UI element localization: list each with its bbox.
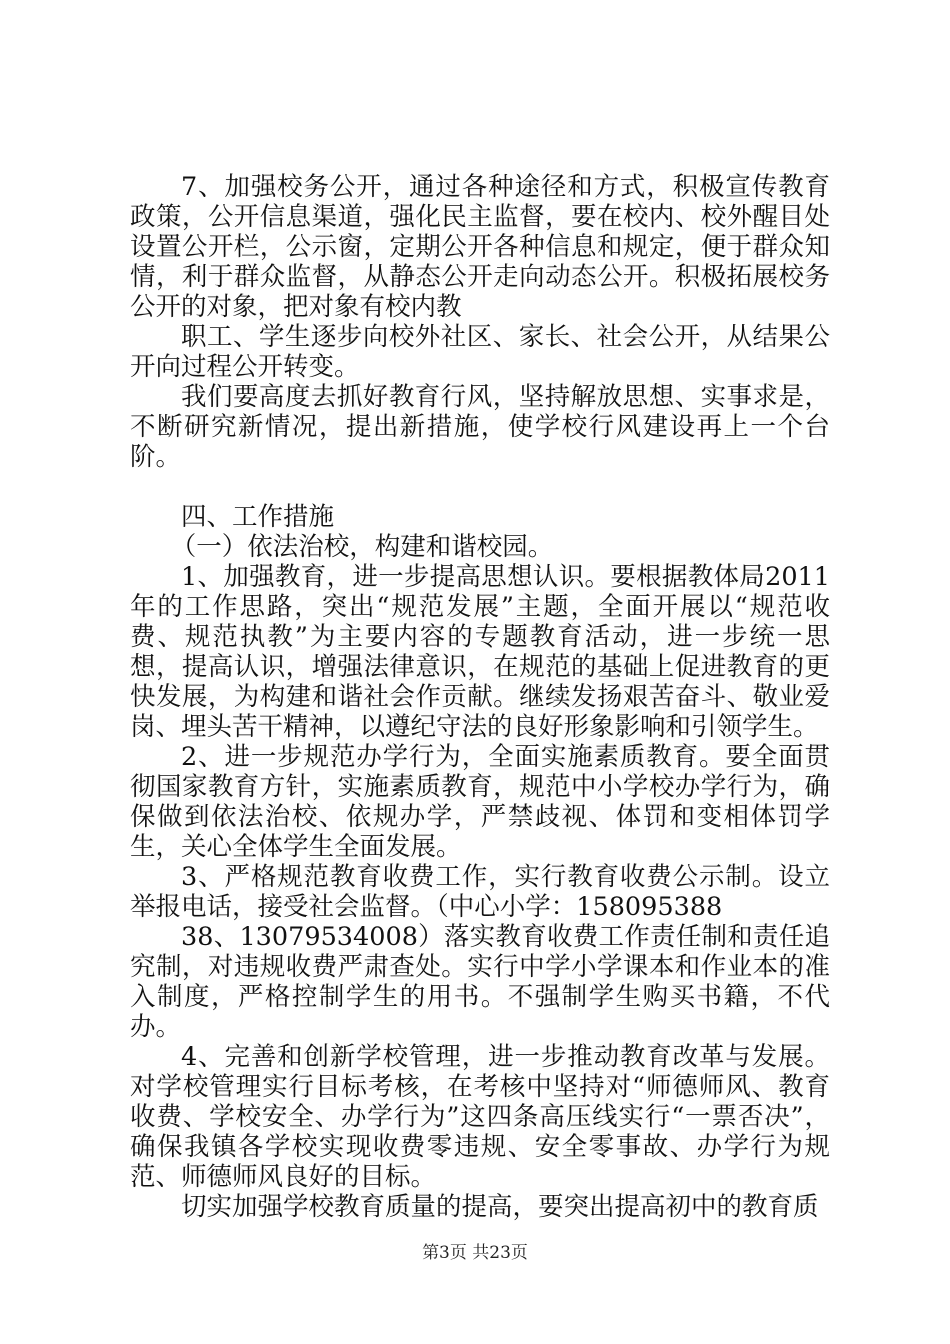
page-number-footer: 第3页 共23页 — [422, 1243, 528, 1263]
paragraph-item-1: 1、加强教育，进一步提高思想认识。要根据教体局2011年的工作思路，突出“规范发展”主题，全面开展以“规范收费、规范执教”为主要内容的专题教育活动，进一步统一思想，提高认识，增强法律意识，在规范的基础上促进教育的更快发展，为构建和谐社会作贡献。继续发扬艰苦奋斗、敬业爱岗、埋头苦干精神，以遵纪守法的良好形象影响和引领学生。 — [130, 562, 830, 742]
subsection-heading-rule-of-law: （一）依法治校，构建和谐校园。 — [170, 532, 554, 562]
section-heading-measures: 四、工作措施 — [181, 502, 335, 532]
paragraph-item-2: 2、进一步规范办学行为，全面实施素质教育。要全面贯彻国家教育方针，实施素质教育，规范中小学校办学行为，确保做到依法治校、依规办学，严禁歧视、体罚和变相体罚学生，关心全体学生全面发展。 — [130, 742, 830, 862]
paragraph-quality: 切实加强学校教育质量的提高，要突出提高初中的教育质 — [181, 1192, 819, 1222]
paragraph-disclosure-continued: 职工、学生逐步向校外社区、家长、社会公开，从结果公开向过程公开转变。 — [130, 322, 830, 382]
paragraph-conduct-summary: 我们要高度去抓好教育行风，坚持解放思想、实事求是，不断研究新情况，提出新措施，使学校行风建设再上一个台阶。 — [130, 382, 830, 472]
paragraph-school-affairs-disclosure: 7、加强校务公开，通过各种途径和方式，积极宣传教育政策，公开信息渠道，强化民主监督，要在校内、校外醒目处设置公开栏，公示窗，定期公开各种信息和规定，便于群众知情，利于群众监督，从静态公开走向动态公开。积极拓展校务公开的对象，把对象有校内教 — [130, 172, 830, 322]
paragraph-gap — [130, 472, 830, 502]
paragraph-item-3: 3、严格规范教育收费工作，实行教育收费公示制。设立举报电话，接受社会监督。（中心小学：158095388 — [130, 862, 830, 922]
paragraph-item-3-continued: 38、13079534008）落实教育收费工作责任制和责任追究制，对违规收费严肃查处。实行中学小学课本和作业本的准入制度，严格控制学生的用书。不强制学生购买书籍，不代办。 — [130, 922, 830, 1042]
document-body — [130, 172, 830, 1222]
paragraph-item-4: 4、完善和创新学校管理，进一步推动教育改革与发展。对学校管理实行目标考核，在考核中坚持对“师德师风、教育收费、学校安全、办学行为”这四条高压线实行“一票否决”，确保我镇各学校实现收费零违规、安全零事故、办学行为规范、师德师风良好的目标。 — [130, 1042, 830, 1192]
